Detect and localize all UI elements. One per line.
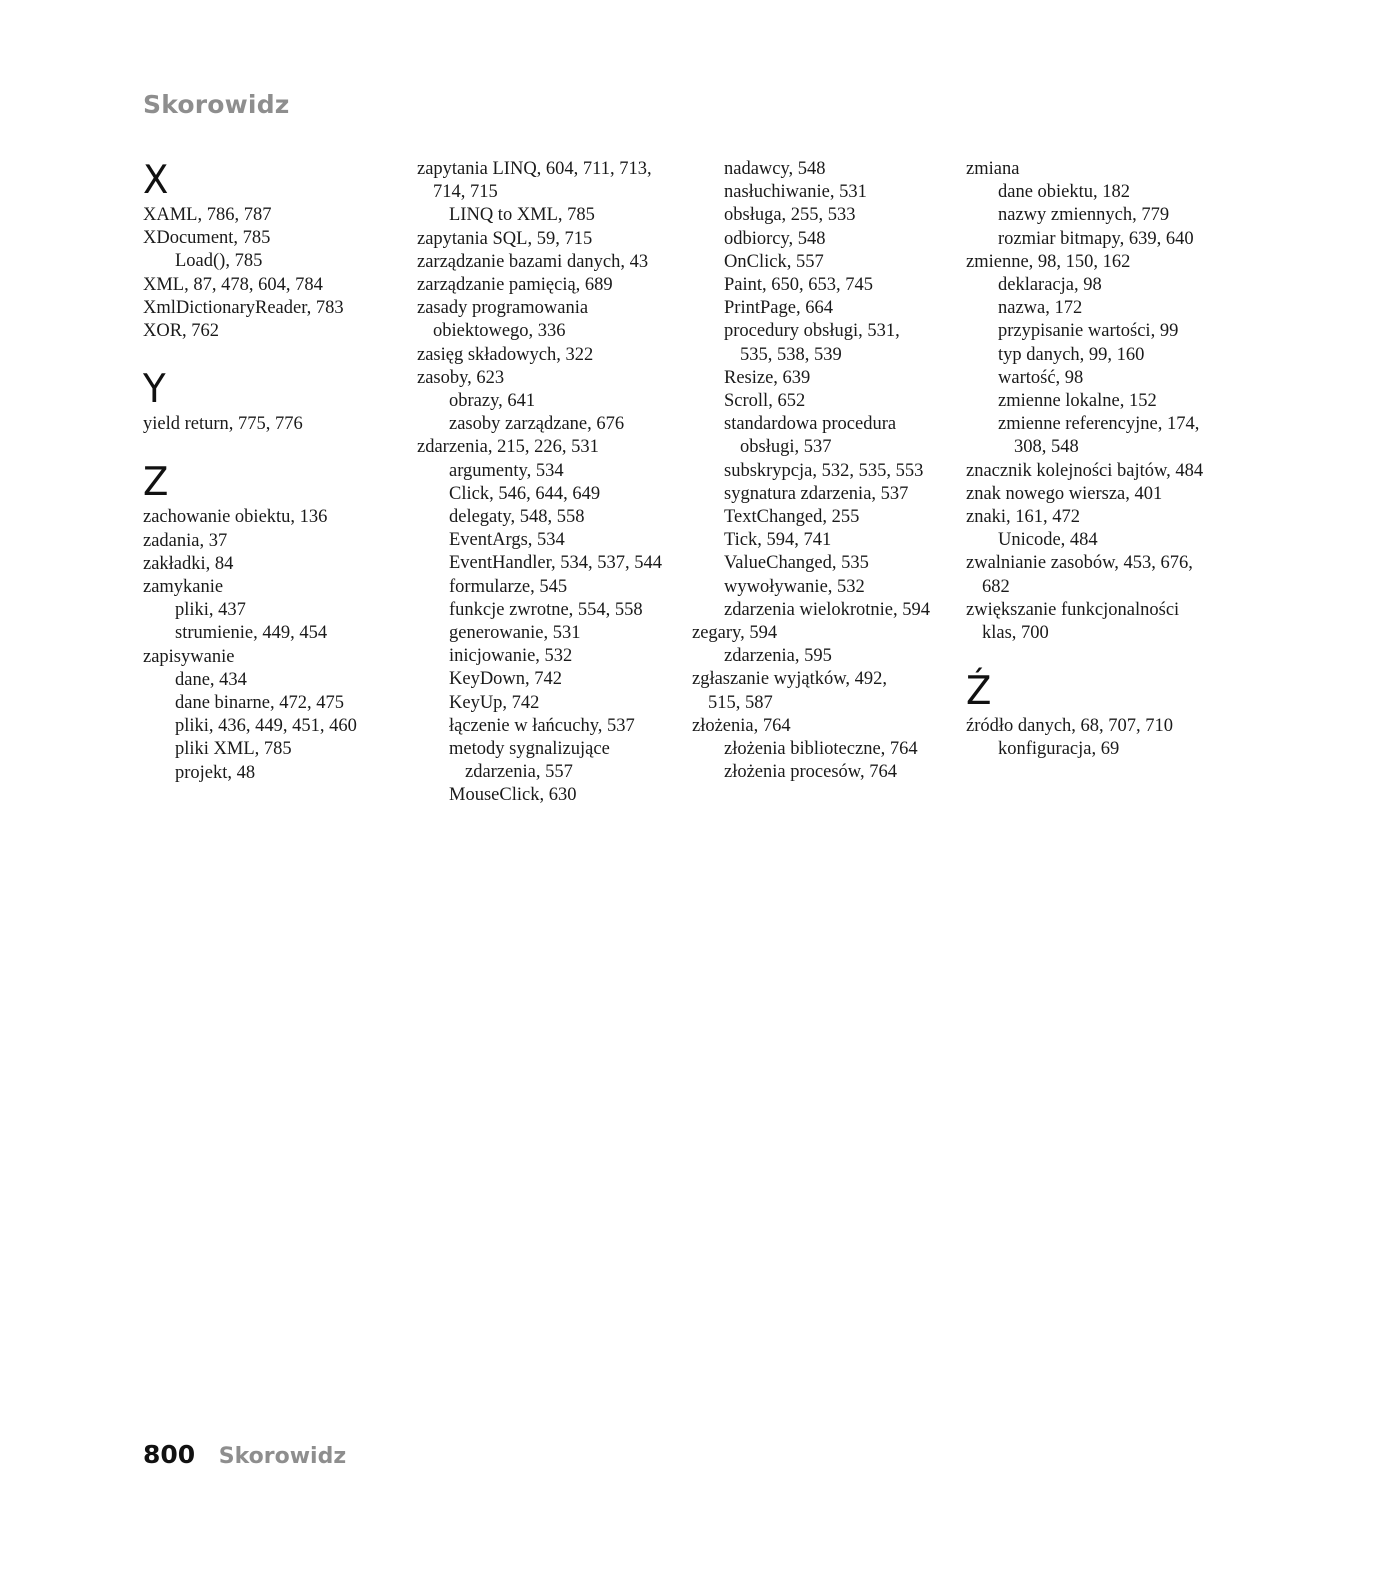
index-subentry: przypisanie wartości, 99	[998, 321, 1179, 342]
index-subentry: dane binarne, 472, 475	[175, 693, 345, 714]
index-subentry: złożenia procesów, 764	[724, 762, 897, 783]
index-subentry: MouseClick, 630	[449, 785, 577, 806]
index-entry: obiektowego, 336	[433, 321, 566, 342]
index-subentry: standardowa procedura	[724, 414, 897, 435]
index-entry: zapisywanie	[143, 646, 235, 667]
index-entry: zarządzanie pamięcią, 689	[417, 275, 613, 296]
index-subentry: deklaracja, 98	[998, 275, 1102, 296]
section-gap	[143, 436, 408, 460]
section-letter: Z	[143, 460, 169, 506]
index-subentry: strumienie, 449, 454	[175, 623, 328, 644]
index-entry: znaki, 161, 472	[966, 507, 1081, 528]
index-subentry: projekt, 48	[175, 762, 256, 783]
index-entry: zdarzenia, 215, 226, 531	[417, 437, 599, 458]
index-subentry: argumenty, 534	[449, 460, 564, 481]
index-subentry: zdarzenia, 595	[724, 646, 832, 667]
index-subentry: nasłuchiwanie, 531	[724, 182, 867, 203]
index-entry: znak nowego wiersza, 401	[966, 483, 1163, 504]
running-head-title: Skorowidz	[143, 90, 290, 119]
index-entry: zwalnianie zasobów, 453, 676,	[966, 553, 1193, 574]
index-subentry: dane obiektu, 182	[998, 182, 1131, 203]
index-entry: zarządzanie bazami danych, 43	[417, 251, 649, 272]
index-subentry: odbiorcy, 548	[724, 228, 826, 249]
section-letter: X	[143, 158, 169, 203]
index-entry: zasady programowania	[417, 298, 589, 319]
index-subentry: pliki, 436, 449, 451, 460	[175, 716, 357, 737]
index-entry: znacznik kolejności bajtów, 484	[966, 460, 1204, 481]
index-subentry: łączenie w łańcuchy, 537	[449, 715, 635, 736]
index-subentry: inicjowanie, 532	[449, 646, 573, 667]
index-subentry: procedury obsługi, 531,	[724, 321, 900, 342]
index-entry: zamykanie	[143, 577, 224, 598]
index-subentry: wywoływanie, 532	[724, 576, 865, 597]
index-entry: zgłaszanie wyjątków, 492,	[692, 669, 888, 690]
index-subentry: Paint, 650, 653, 745	[724, 275, 874, 296]
index-subentry: nazwy zmiennych, 779	[998, 205, 1170, 226]
index-subentry: ValueChanged, 535	[724, 553, 869, 574]
index-subentry: Resize, 639	[724, 367, 811, 388]
index-entry: zmienne, 98, 150, 162	[966, 251, 1131, 272]
index-entry: zasoby, 623	[417, 367, 505, 388]
index-entry: zwiększanie funkcjonalności	[966, 599, 1180, 620]
index-subentry: KeyDown, 742	[449, 669, 563, 690]
index-subentry: 308, 548	[1014, 437, 1079, 458]
index-subentry: EventArgs, 534	[449, 530, 565, 551]
index-subentry: metody sygnalizujące	[449, 739, 610, 760]
index-subentry: Load(), 785	[175, 251, 263, 272]
index-subentry: Tick, 594, 741	[724, 530, 832, 551]
index-entry: XOR, 762	[143, 321, 220, 342]
index-entry: zachowanie obiektu, 136	[143, 507, 328, 528]
index-subentry: obrazy, 641	[449, 391, 536, 412]
index-subentry: nazwa, 172	[998, 298, 1083, 319]
index-subentry: zasoby zarządzane, 676	[449, 414, 625, 435]
index-entry: złożenia, 764	[692, 715, 791, 736]
page-footer	[143, 1440, 346, 1469]
index-subentry: typ danych, 99, 160	[998, 344, 1145, 365]
index-subentry: 535, 538, 539	[740, 344, 842, 365]
index-entry: XAML, 786, 787	[143, 205, 272, 225]
index-subentry: obsługi, 537	[740, 437, 832, 458]
index-entry: yield return, 775, 776	[143, 414, 303, 435]
index-subentry: PrintPage, 664	[724, 298, 833, 319]
section-gap	[966, 645, 1231, 669]
index-subentry: funkcje zwrotne, 554, 558	[449, 599, 643, 620]
index-column-4	[966, 158, 1231, 762]
index-entry: klas, 700	[982, 623, 1049, 644]
footer-title: Skorowidz	[218, 1444, 347, 1469]
index-subentry: nadawcy, 548	[724, 159, 826, 179]
index-entry: XDocument, 785	[143, 228, 271, 249]
index-entry: XmlDictionaryReader, 783	[143, 297, 344, 318]
index-subentry: subskrypcja, 532, 535, 553	[724, 460, 924, 481]
index-entry: źródło danych, 68, 707, 710	[966, 716, 1174, 737]
index-subentry: sygnatura zdarzenia, 537	[724, 483, 909, 504]
index-entry: 515, 587	[708, 692, 773, 713]
index-entry: 682	[982, 576, 1010, 597]
index-entry: zapytania SQL, 59, 715	[417, 228, 593, 249]
index-subentry: zdarzenia wielokrotnie, 594	[724, 599, 930, 620]
index-subentry: zdarzenia, 557	[465, 762, 573, 783]
section-letter: Y	[143, 367, 166, 413]
index-subentry: rozmiar bitmapy, 639, 640	[998, 228, 1194, 249]
index-column-2	[417, 158, 682, 808]
index-column-3	[692, 158, 957, 784]
index-subentry: pliki, 437	[175, 600, 246, 621]
index-subentry: pliki XML, 785	[175, 739, 292, 760]
index-entry: zegary, 594	[692, 623, 778, 644]
page-number: 800	[143, 1440, 196, 1469]
index-entry: XML, 87, 478, 604, 784	[143, 274, 323, 295]
index-subentry: OnClick, 557	[724, 251, 824, 272]
index-subentry: złożenia biblioteczne, 764	[724, 739, 918, 760]
index-subentry: obsługa, 255, 533	[724, 205, 856, 226]
index-entry: zmiana	[966, 159, 1020, 179]
index-subentry: TextChanged, 255	[724, 507, 860, 528]
index-subentry: dane, 434	[175, 669, 247, 690]
index-subentry: generowanie, 531	[449, 623, 581, 644]
index-subentry: formularze, 545	[449, 576, 568, 597]
index-column-1	[143, 158, 408, 785]
index-entry: zadania, 37	[143, 530, 228, 551]
index-entry: zapytania LINQ, 604, 711, 713,	[417, 159, 652, 179]
index-subentry: wartość, 98	[998, 367, 1084, 388]
index-subentry: Scroll, 652	[724, 391, 806, 412]
index-entry: zasięg składowych, 322	[417, 344, 594, 365]
index-subentry: Unicode, 484	[998, 530, 1098, 551]
index-subentry: zmienne referencyjne, 174,	[998, 414, 1200, 435]
index-subentry: konfiguracja, 69	[998, 739, 1120, 760]
index-subentry: LINQ to XML, 785	[449, 205, 595, 226]
index-entry: zakładki, 84	[143, 553, 234, 574]
section-letter: Ź	[966, 669, 992, 715]
index-subentry: Click, 546, 644, 649	[449, 483, 601, 504]
index-entry: 714, 715	[433, 182, 498, 203]
index-subentry: EventHandler, 534, 537, 544	[449, 553, 662, 574]
index-subentry: delegaty, 548, 558	[449, 507, 585, 528]
index-subentry: zmienne lokalne, 152	[998, 391, 1157, 412]
section-gap	[143, 343, 408, 367]
index-subentry: KeyUp, 742	[449, 692, 540, 713]
